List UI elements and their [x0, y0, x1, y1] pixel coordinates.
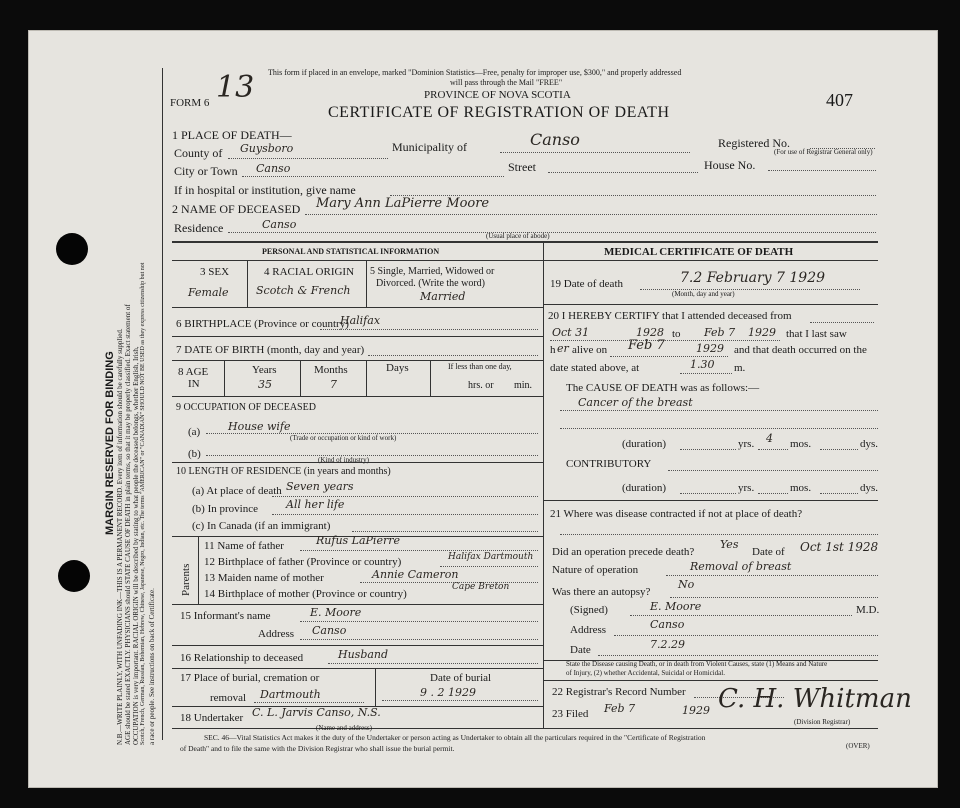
usual-abode-note: (Usual place of abode) [486, 232, 550, 240]
cause-value: Cancer of the breast [578, 396, 693, 409]
residence-value: Canso [262, 218, 297, 231]
filed-value: Feb 7 [604, 702, 636, 715]
state-disease-note-2: of Injury, (2) whether Accidental, Suicidal or Homicidal. [566, 669, 725, 677]
residence-length-label: 10 LENGTH OF RESIDENCE (in years and months) [176, 466, 391, 477]
death-date-note: (Month, day and year) [672, 290, 735, 298]
burial-place-label: 17 Place of burial, cremation or [180, 672, 320, 684]
sex-value: Female [188, 286, 229, 299]
burial-date-value: 9 . 2 1929 [420, 686, 476, 699]
racial-origin-label: 4 RACIAL ORIGIN [264, 266, 355, 278]
occupation-a-label: (a) [188, 426, 201, 438]
registered-no-label: Registered No. [718, 136, 790, 150]
city-value: Canso [256, 162, 291, 175]
dob-label: 7 DATE OF BIRTH (month, day and year) [176, 344, 365, 356]
place-of-death-label: 1 PLACE OF DEATH— [172, 128, 292, 142]
doctor-address-label: Address [570, 624, 607, 636]
dur-mos-value: 4 [766, 432, 773, 445]
last-saw-label: that I last saw [786, 328, 847, 340]
envelope-note: This form if placed in an envelope, marked "Dominion Statistics—Free, penalty for improper use, $300," and properly addressed [268, 68, 682, 77]
operation-label: Did an operation precede death? [552, 546, 695, 558]
sec46-note-2: of Death" and to file the same with the Division Registrar who shall issue the burial permit. [180, 744, 455, 753]
informant-address-label: Address [258, 628, 295, 640]
birthplace-label: 6 BIRTHPLACE (Province or country) [176, 318, 349, 330]
registrar-general-note: (For use of Registrar General only) [774, 148, 873, 156]
hospital-label: If in hospital or institution, give name [174, 183, 356, 197]
contrib-duration-label: (duration) [622, 482, 666, 494]
father-birthplace-label: 12 Birthplace of father (Province or country) [204, 556, 402, 568]
duration-label: (duration) [622, 438, 666, 450]
months-value: 7 [330, 378, 337, 391]
birthplace-value: Halifax [340, 314, 381, 327]
burial-date-label: Date of burial [430, 672, 492, 684]
division-registrar-note: (Division Registrar) [794, 718, 851, 726]
months-label: Months [314, 364, 348, 376]
margin-instructions-2: AGE should be stated EXACTLY. PHYSICIANS should STATE CAUSE OF DEATH in plain terms, so that it may be properly classified. Exact statement of [124, 304, 132, 745]
margin-instructions-5: a race or people. See instructions on back of Certificate. [148, 588, 156, 745]
md-label: M.D. [856, 604, 880, 616]
years-value: 35 [258, 378, 272, 391]
death-date-label: 19 Date of death [550, 278, 623, 290]
alive-h-label: h [550, 344, 556, 356]
contrib-mos-label: mos. [790, 482, 812, 494]
alive-year: 1929 [696, 342, 724, 355]
state-disease-note: State the Disease causing Death, or in death from Violent Causes, state (1) Means and Nature [566, 660, 828, 668]
informant-label: 15 Informant's name [180, 610, 271, 622]
marital-label: 5 Single, Married, Widowed or [370, 266, 495, 277]
mother-name-label: 13 Maiden name of mother [204, 572, 324, 584]
attended-from-year: 1928 [636, 326, 664, 339]
father-birthplace-value: Halifax Dartmouth [448, 552, 534, 562]
less-than-day-label: If less than one day, [448, 362, 512, 371]
min-label: min. [514, 380, 533, 391]
medical-section-title: MEDICAL CERTIFICATE OF DEATH [604, 246, 794, 258]
residence-label: Residence [174, 221, 224, 235]
margin-instructions-1: N.B.—WRITE PLAINLY, WITH UNFADING INK—THIS IS A PERMANENT RECORD. Every item of information should be carefully supplied. [116, 328, 124, 745]
death-time: 1.30 [690, 358, 715, 371]
parents-label: Parents [180, 563, 192, 596]
margin-instructions-3: OCCUPATION is very important. RACIAL ORIGIN will be described by stating to what people the deceased belongs, whether English, Irish, [132, 346, 140, 745]
attended-to: Feb 7 [704, 326, 736, 339]
informant-value: E. Moore [310, 606, 362, 619]
burial-place-value: Dartmouth [260, 688, 321, 701]
occupation-a-note: (Trade or occupation or kind of work) [290, 434, 397, 442]
nature-label: Nature of operation [552, 564, 639, 576]
in-canada-label: (c) In Canada (if an immigrant) [192, 520, 331, 532]
marital-label-2: Divorced. (Write the word) [376, 278, 485, 289]
undertaker-label: 18 Undertaker [180, 712, 244, 724]
punch-hole [56, 233, 88, 265]
racial-origin-value: Scotch & French [256, 284, 351, 297]
cert-date-value: 7.2.29 [650, 638, 685, 651]
binding-margin-label: MARGIN RESERVED FOR BINDING [104, 351, 116, 535]
dur-yrs-label: yrs. [738, 438, 755, 450]
mother-birthplace-label: 14 Birthplace of mother (Province or country) [204, 588, 407, 600]
attended-from: Oct 31 [552, 326, 590, 339]
father-name-value: Rufus LaPierre [316, 534, 400, 547]
hrs-label: hrs. or [468, 380, 494, 391]
occupation-value: House wife [228, 420, 291, 433]
contrib-yrs-label: yrs. [738, 482, 755, 494]
deceased-name-label: 2 NAME OF DECEASED [172, 202, 301, 216]
undertaker-note: (Name and address) [316, 724, 372, 732]
county-value: Guysboro [240, 142, 294, 155]
days-label: Days [386, 362, 409, 374]
personal-section-title: PERSONAL AND STATISTICAL INFORMATION [262, 247, 440, 256]
relationship-label: 16 Relationship to deceased [180, 652, 304, 664]
municipality-value: Canso [530, 130, 580, 149]
cause-label: The CAUSE OF DEATH was as follows:— [566, 382, 760, 394]
age-label: 8 AGE [178, 366, 209, 378]
attended-to-label: to [672, 328, 681, 340]
occupation-b-label: (b) [188, 448, 201, 460]
at-place-label: (a) At place of death [192, 485, 282, 497]
county-label: County of [174, 146, 223, 160]
city-label: City or Town [174, 164, 238, 178]
signed-label: (Signed) [570, 604, 608, 616]
autopsy-label: Was there an autopsy? [552, 586, 651, 598]
op-date-value: Oct 1st 1928 [800, 540, 879, 554]
attended-to-year: 1929 [748, 326, 776, 339]
over-label: (OVER) [846, 742, 870, 750]
contracted-label: 21 Where was disease contracted if not at place of death? [550, 508, 803, 520]
house-no-label: House No. [704, 158, 756, 172]
alive-her: er [557, 342, 569, 355]
informant-address-value: Canso [312, 624, 347, 637]
margin-rule [162, 68, 163, 740]
years-label: Years [252, 364, 277, 376]
date-stated-label: date stated above, at [550, 362, 640, 374]
alive-on-label: alive on [572, 344, 608, 356]
sec46-note: SEC. 46—Vital Statistics Act makes it the duty of the Undertaker or person acting as Undertaker to obtain all the particulars required in the "Certificate of Registration [204, 733, 706, 742]
in-province-value: All her life [286, 498, 345, 511]
death-date-value: 7.2 February 7 1929 [680, 270, 826, 286]
form-handwritten-number: 13 [216, 70, 255, 105]
burial-removal-label: removal [210, 692, 247, 704]
cert-date-label: Date [570, 644, 591, 656]
signed-value: E. Moore [650, 600, 702, 613]
age-in-label: IN [188, 378, 200, 390]
alive-date: Feb 7 [628, 338, 665, 353]
in-province-label: (b) In province [192, 503, 258, 515]
registrar-record-label: 22 Registrar's Record Number [552, 686, 686, 698]
occupation-b-note: (Kind of industry) [318, 456, 369, 464]
occupation-label: 9 OCCUPATION OF DECEASED [176, 402, 316, 413]
registrar-signature: C. H. Whitman [718, 684, 912, 714]
marital-value: Married [420, 290, 466, 303]
contributory-label: CONTRIBUTORY [566, 458, 652, 470]
province-heading: PROVINCE OF NOVA SCOTIA [424, 89, 571, 101]
certify-label: 20 I HEREBY CERTIFY that I attended deceased from [548, 310, 792, 322]
operation-value: Yes [720, 538, 739, 551]
doctor-address-value: Canso [650, 618, 685, 631]
envelope-note-2: will pass through the Mail "FREE" [450, 78, 563, 87]
autopsy-value: No [678, 578, 695, 591]
op-date-label: Date of [752, 546, 785, 558]
filed-label: 23 Filed [552, 708, 589, 720]
mother-name-value: Annie Cameron [372, 568, 459, 581]
relationship-value: Husband [338, 648, 389, 661]
m-label: m. [734, 362, 746, 374]
page-title: CERTIFICATE OF REGISTRATION OF DEATH [328, 104, 670, 121]
father-name-label: 11 Name of father [204, 540, 284, 552]
dur-dys-label: dys. [860, 438, 879, 450]
municipality-label: Municipality of [392, 140, 467, 154]
nature-value: Removal of breast [690, 560, 792, 573]
filed-year: 1929 [682, 704, 710, 717]
certificate-number: 407 [826, 90, 853, 110]
margin-instructions-4: Scotch, French, German, Russian, Bohemian, Hebrew, Chinese, Japanese, Negro, Indian, etc. The terms "AMERICAN" or "CANADIAN" SHOULD NOT BE USED as they express citizenship but not [140, 262, 146, 745]
at-place-value: Seven years [286, 480, 354, 493]
sex-label: 3 SEX [200, 266, 230, 278]
mother-birthplace-value: Cape Breton [452, 582, 510, 592]
deceased-name-value: Mary Ann LaPierre Moore [316, 196, 490, 211]
dur-mos-label: mos. [790, 438, 812, 450]
occurred-label: and that death occurred on the [734, 344, 867, 356]
contrib-dys-label: dys. [860, 482, 879, 494]
undertaker-value: C. L. Jarvis Canso, N.S. [252, 706, 381, 719]
street-label: Street [508, 160, 536, 174]
punch-hole [58, 560, 90, 592]
form-number: FORM 6 [170, 97, 210, 109]
